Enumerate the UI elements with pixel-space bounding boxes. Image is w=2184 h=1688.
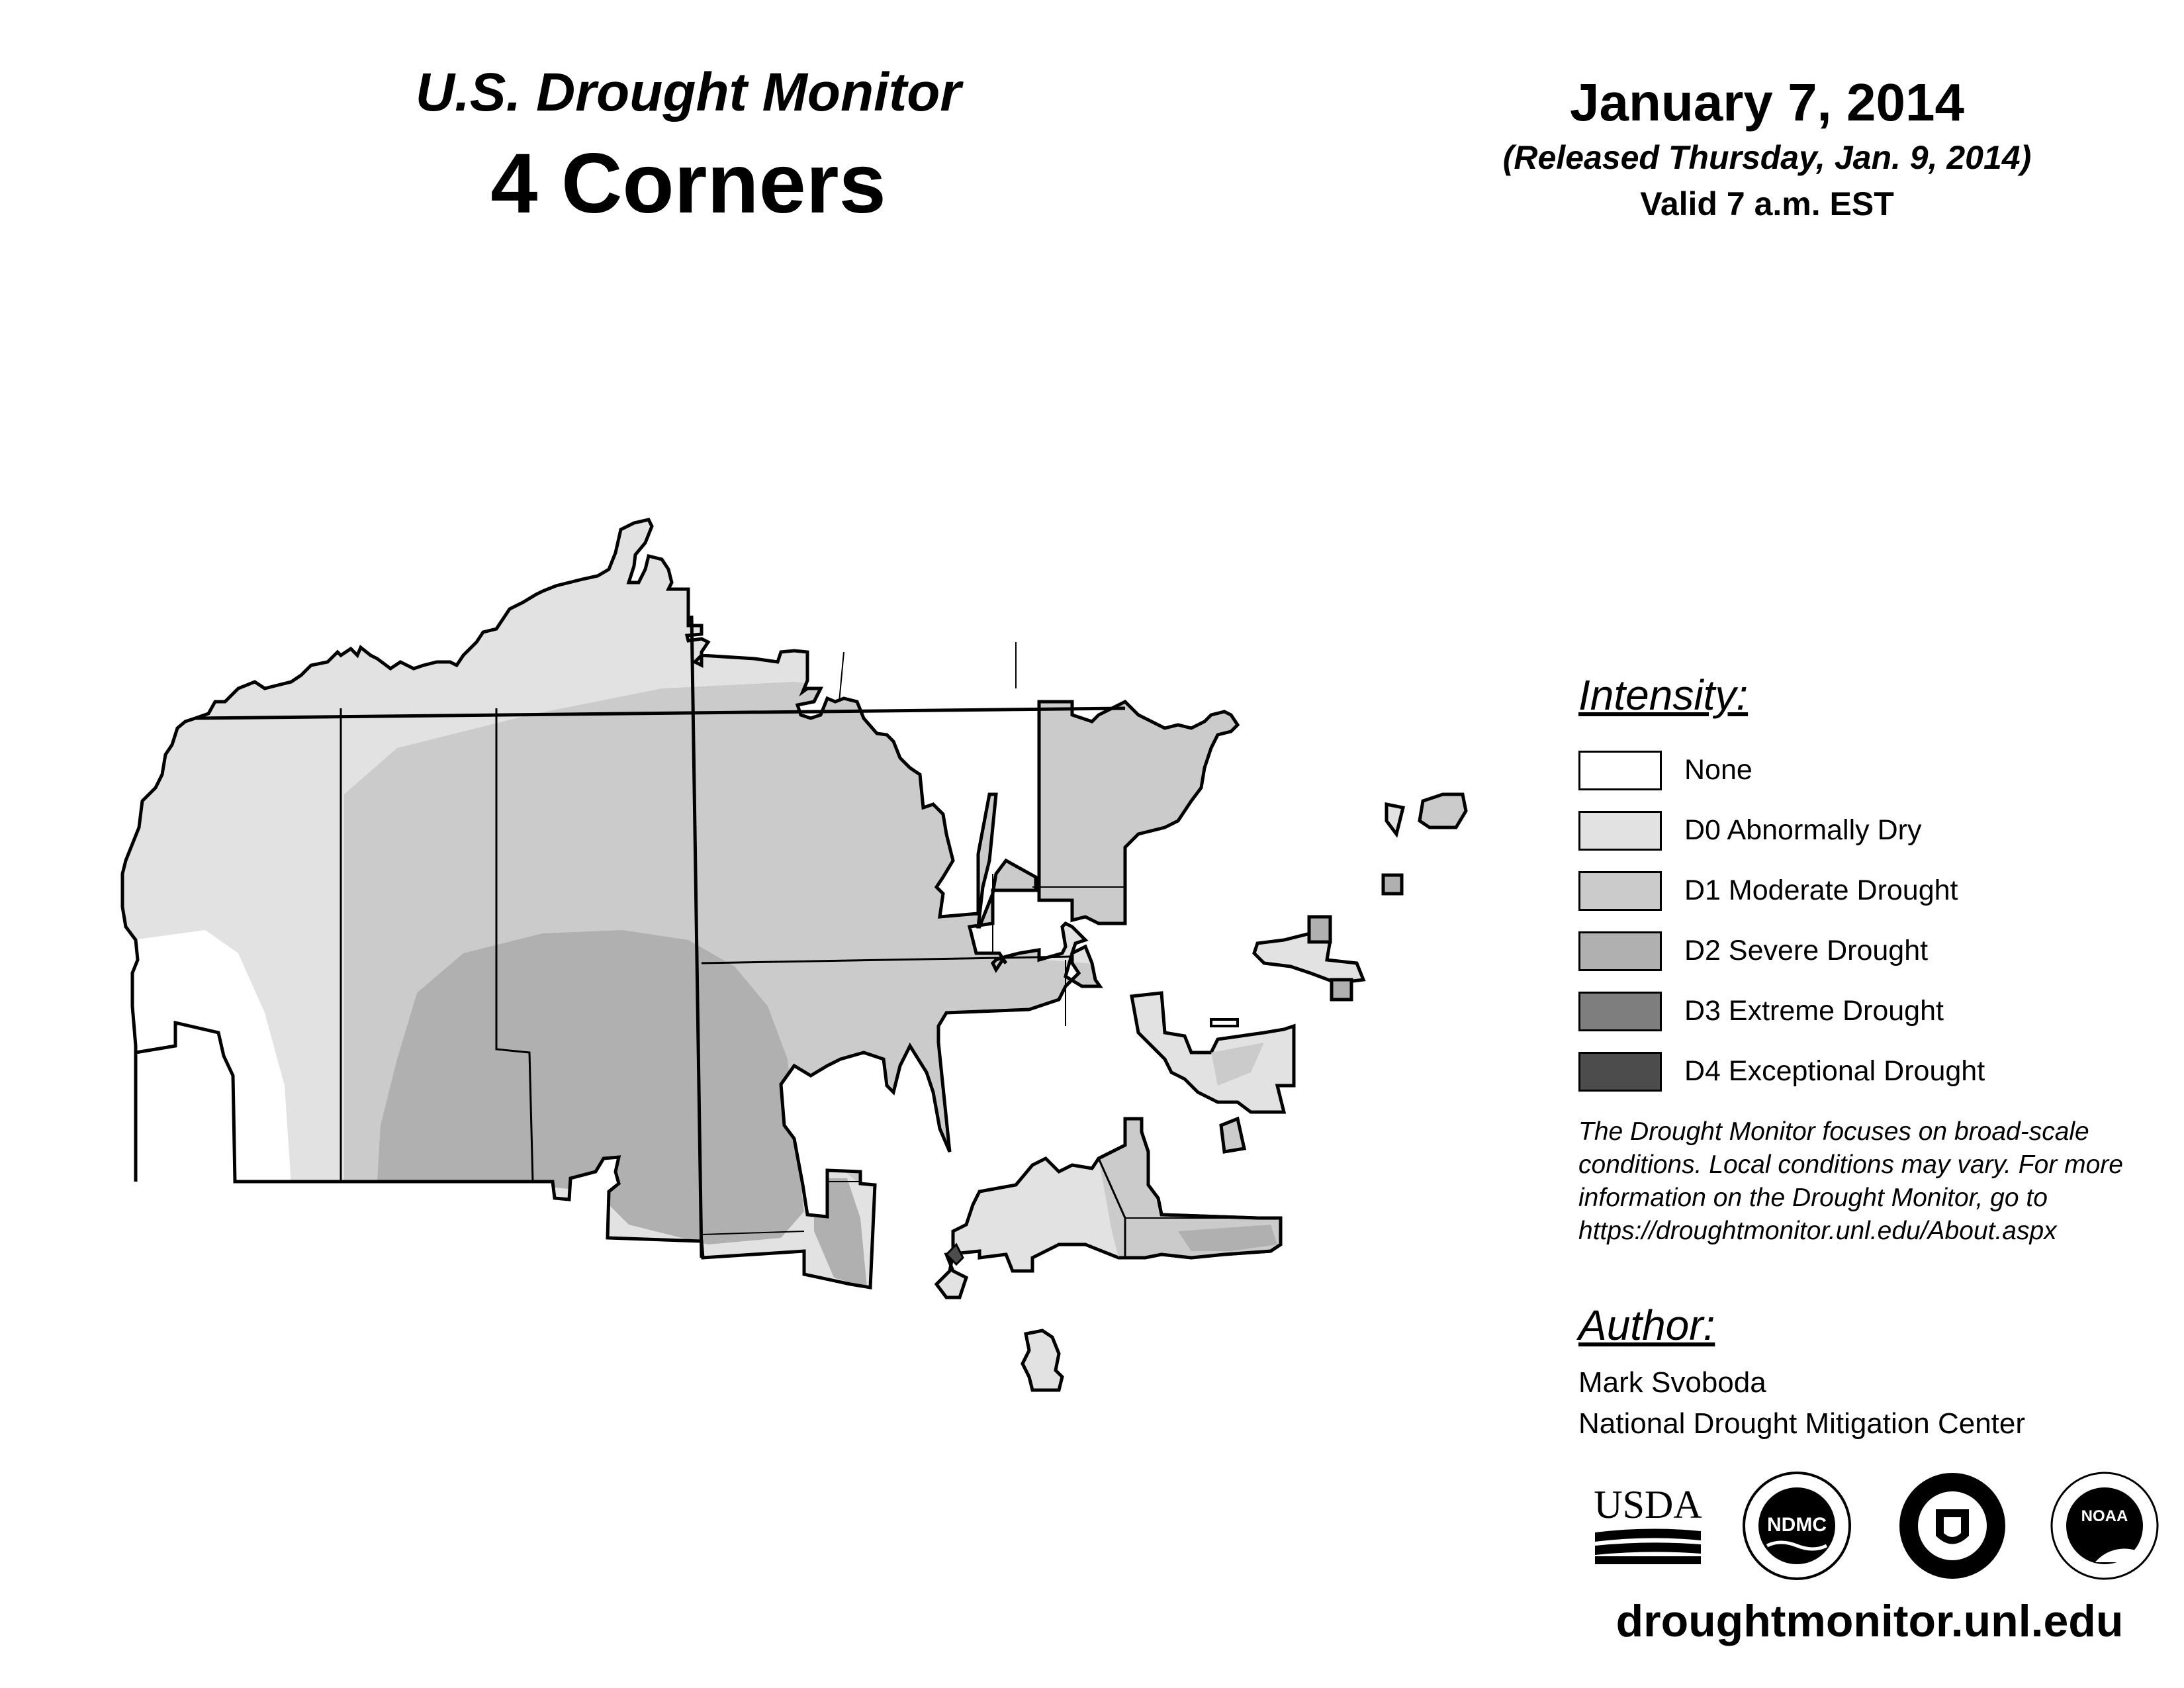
legend-label: D3 Extreme Drought bbox=[1684, 995, 1944, 1027]
disclaimer-line: conditions. Local conditions may vary. For more bbox=[1578, 1150, 2123, 1179]
author-title: Author: bbox=[1578, 1301, 1715, 1349]
legend-item-d0 bbox=[1578, 800, 2161, 861]
author-name: Mark Svoboda bbox=[1578, 1366, 1766, 1399]
legend-swatch-d0 bbox=[1578, 811, 1662, 851]
legend bbox=[1578, 669, 2161, 1102]
map-date: January 7, 2014 bbox=[1570, 73, 1964, 132]
valid-time: Valid 7 a.m. EST bbox=[1640, 185, 1894, 222]
legend-item-d3 bbox=[1578, 981, 2161, 1041]
legend-item-d2 bbox=[1578, 921, 2161, 981]
legend-label: D2 Severe Drought bbox=[1684, 935, 1929, 966]
commerce-seal-icon bbox=[1896, 1470, 2009, 1582]
disclaimer-line: The Drought Monitor focuses on broad-scale bbox=[1578, 1117, 2089, 1146]
legend-swatch-d4 bbox=[1578, 1052, 1662, 1092]
legend-label: None bbox=[1684, 754, 1752, 786]
release-date: (Released Thursday, Jan. 9, 2014) bbox=[1502, 139, 2032, 176]
disclaimer-link[interactable]: https://droughtmonitor.unl.edu/About.aspx bbox=[1578, 1217, 2057, 1245]
map-subtitle: U.S. Drought Monitor bbox=[415, 62, 962, 122]
noaa-logo-icon bbox=[2048, 1470, 2161, 1582]
legend-swatch-d3 bbox=[1578, 992, 1662, 1031]
usda-logo-icon bbox=[1592, 1479, 1704, 1566]
ndmc-logo-icon bbox=[1741, 1470, 1853, 1582]
noaa-logo-text: NOAA bbox=[2081, 1507, 2128, 1525]
legend-label: D1 Moderate Drought bbox=[1684, 874, 1958, 906]
disclaimer bbox=[1578, 1115, 2174, 1248]
legend-item-d1 bbox=[1578, 861, 2161, 921]
legend-label: D0 Abnormally Dry bbox=[1684, 814, 1922, 846]
ndmc-logo-text: NDMC bbox=[1767, 1514, 1827, 1536]
usda-logo-text: USDA bbox=[1594, 1483, 1702, 1526]
disclaimer-line: information on the Drought Monitor, go to bbox=[1578, 1184, 2048, 1212]
legend-swatch-none bbox=[1578, 751, 1662, 790]
legend-item-none bbox=[1578, 740, 2161, 800]
legend-swatch-d2 bbox=[1578, 931, 1662, 971]
legend-swatch-d1 bbox=[1578, 871, 1662, 911]
legend-label: D4 Exceptional Drought bbox=[1684, 1055, 1985, 1087]
map-region-title: 4 Corners bbox=[490, 136, 886, 231]
legend-title: Intensity: bbox=[1578, 671, 1749, 719]
website-link[interactable]: droughtmonitor.unl.edu bbox=[1615, 1596, 2124, 1646]
author-org: National Drought Mitigation Center bbox=[1578, 1407, 2026, 1440]
legend-item-d4 bbox=[1578, 1041, 2161, 1102]
